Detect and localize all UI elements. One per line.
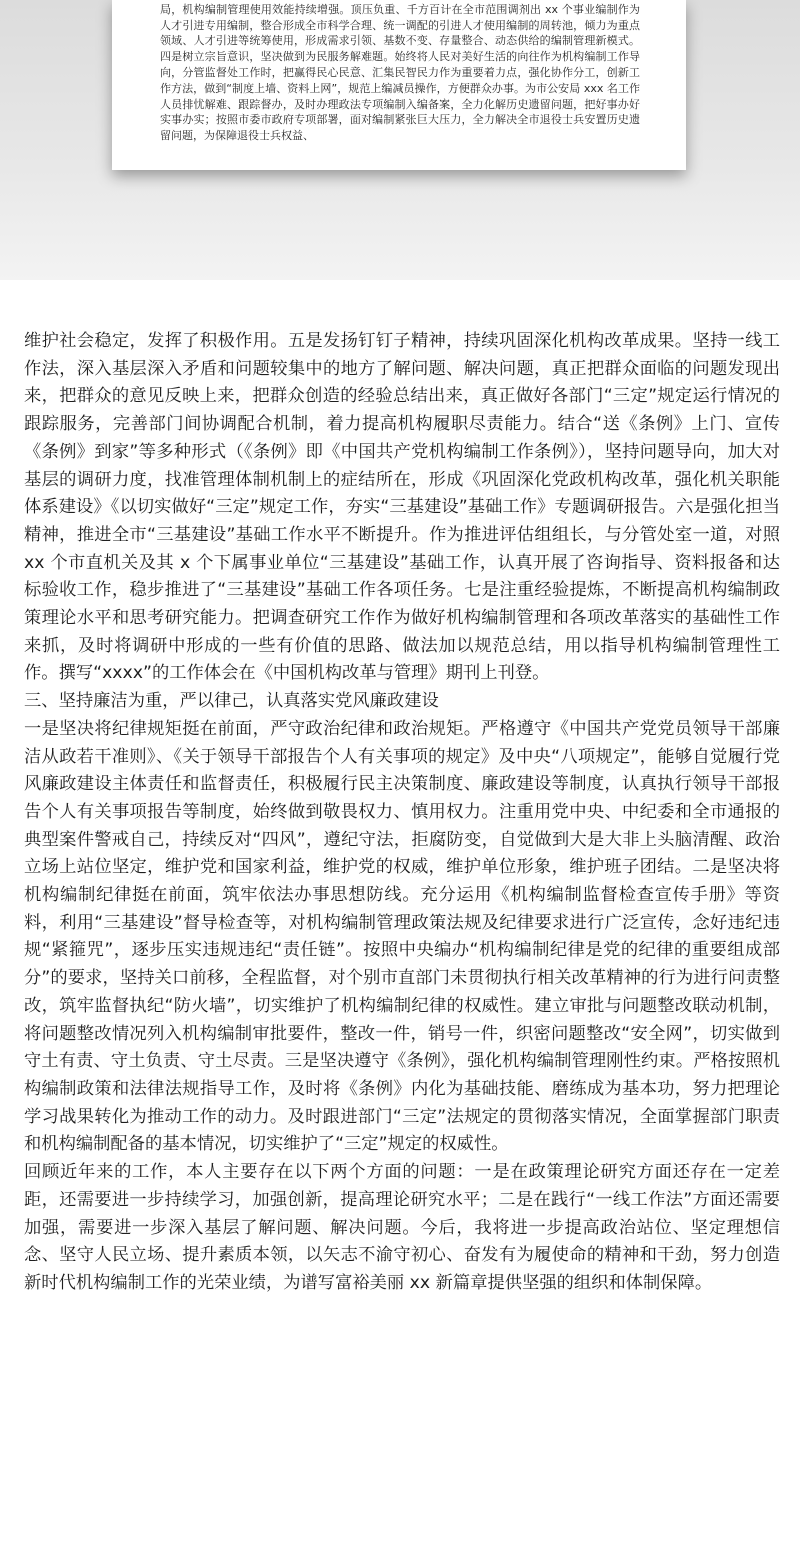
paragraph: 回顾近年来的工作，本人主要存在以下两个方面的问题：一是在政策理论研究方面还存在一定差距，还需要进一步持续学习，加强创新，提高理论研究水平；二是在践行“一线工作法”方面还需要加强，需要进一步深入基层了解问题、解决问题。今后，我将进一步提高政治站位、坚定理想信念、坚守人民立场、提升素质本领，以矢志不渝守初心、奋发有为履使命的精神和干劲，努力创造新时代机构编制工作的光荣业绩，为谱写富裕美丽 xx 新篇章提供坚强的组织和体制保障。 xyxy=(24,1162,780,1293)
paragraph: 维护社会稳定，发挥了积极作用。五是发扬钉钉子精神，持续巩固深化机构改革成果。坚持一线工作法，深入基层深入矛盾和问题较集中的地方了解问题、解决问题，真正把群众面临的问题发现出来，把群众的意见反映上来，把群众创造的经验总结出来，真正做好各部门“三定”规定运行情况的跟踪服务，完善部门间协调配合机制，着力提高机构履职尽责能力。结合“送《条例》上门、宣传《条例》到家”等多种形式（《条例》即《中国共产党机构编制工作条例》），坚持问题导向，加大对基层的调研力度，找准管理体制机制上的症结所在，形成《巩固深化党政机构改革，强化机关职能体系建设》《以切实做好“三定”规定工作，夯实“三基建设”基础工作》专题调研报告。六是强化担当精神，推进全市“三基建设”基础工作水平不断提升。作为推进评估组组长，与分管处室一道，对照 xx 个市直机关及其 x 个下属事业单位“三基建设”基础工作，认真开展了咨询指导、资料报备和达标验收工作，稳步推进了“三基建设”基础工作各项任务。七是注重经验提炼，不断提高机构编制政策理论水平和思考研究能力。把调查研究工作作为做好机构编制管理和各项改革落实的基础性工作来抓，及时将调研中形成的一些有价值的思路、做法加以规范总结，用以指导机构编制管理性工作。撰写“xxxx”的工作体会在《中国机构改革与管理》期刊上刊登。 xyxy=(24,331,780,684)
document-preview-card xyxy=(112,0,686,170)
document-body xyxy=(24,328,780,1298)
paragraph: 一是坚决将纪律规矩挺在前面，严守政治纪律和政治规矩。严格遵守《中国共产党党员领导干部廉洁从政若干准则》、《关于领导干部报告个人有关事项的规定》及中央“八项规定”，能够自觉履行党风廉政建设主体责任和监督责任，积极履行民主决策制度、廉政建设等制度，认真执行领导干部报告个人有关事项报告等制度，始终做到敬畏权力、慎用权力。注重用党中央、中纪委和全市通报的典型案件警戒自己，持续反对“四风”，遵纪守法，拒腐防变，自觉做到大是大非上头脑清醒、政治立场上站位坚定，维护党和国家利益，维护党的权威，维护单位形象，维护班子团结。二是坚决将机构编制纪律挺在前面，筑牢依法办事思想防线。充分运用《机构编制监督检查宣传手册》等资料，利用“三基建设”督导检查等，对机构编制管理政策法规及纪律要求进行广泛宣传，念好违纪违规“紧箍咒”，逐步压实违规违纪“责任链”。按照中央编办“机构编制纪律是党的纪律的重要组成部分”的要求，坚持关口前移，全程监督，对个别市直部门未贯彻执行相关改革精神的行为进行问责整改，筑牢监督执纪“防火墙”，切实维护了机构编制纪律的权威性。建立审批与问题整改联动机制，将问题整改情况列入机构编制审批要件，整改一件，销号一件，织密问题整改“安全网”，切实做到守土有责、守土负责、守土尽责。三是坚决遵守《条例》，强化机构编制管理刚性约束。严格按照机构编制政策和法律法规指导工作，及时将《条例》内化为基础技能、磨练成为基本功，努力把理论学习战果转化为推动工作的动力。及时跟进部门“三定”法规定的贯彻落实情况，全面掌握部门职责和机构编制配备的基本情况，切实维护了“三定”规定的权威性。 xyxy=(24,718,780,1155)
section-heading: 三、坚持廉洁为重，严以律己，认真落实党风廉政建设 xyxy=(24,691,439,712)
preview-text: 局，机构编制管理使用效能持续增强。顶压负重、千方百计在全市范围调剂出 xx 个事业编制作为人才引进专用编制，整合形成全市科学合理、统一调配的引进人才使用编制的周转池，倾力为重点领域、人才引进等统筹使用，形成需求引领、基数不变、存量整合、动态供给的编制管理新模式。四是树立宗旨意识，坚决做到为民服务解难题。始终将人民对美好生活的向往作为机构编制工作导向，分管监督处工作时，把赢得民心民意、汇集民智民力作为重要着力点，强化协作分工，创新工作方法，做到“制度上墙、资料上网”，规范上编减员操作，方便群众办事。为市公安局 xxx 名工作人员排忧解难、跟踪督办，及时办理政法专项编制入编备案，全力化解历史遗留问题，把好事办好实事办实；按照市委市政府专项部署，面对编制紧张巨大压力，全力解决全市退役士兵安置历史遗留问题，为保障退役士兵权益、 xyxy=(160,2,640,143)
